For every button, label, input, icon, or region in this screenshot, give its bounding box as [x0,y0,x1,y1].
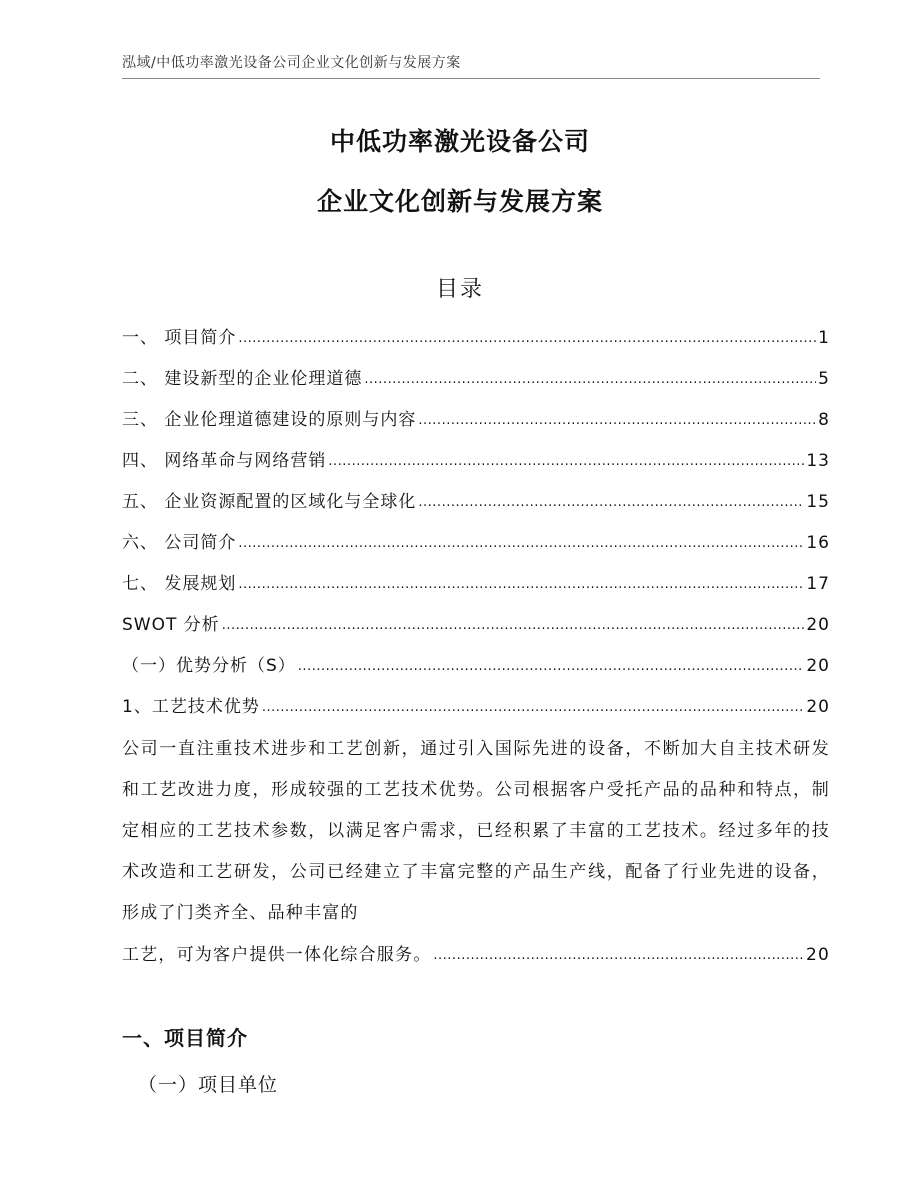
toc-entry[interactable] [122,523,830,564]
toc-entry-label: 五、 企业资源配置的区域化与全球化 [122,492,417,512]
toc-entry[interactable] [122,318,830,359]
toc-leader-dots [433,934,804,976]
toc-entry-label: 1、工艺技术优势 [122,697,260,717]
subsection-heading: （一）项目单位 [138,1074,279,1096]
toc-entry-page: 5 [818,369,830,389]
document-title-line1: 中低功率激光设备公司 [329,127,590,156]
toc-entry-page: 13 [806,451,830,471]
toc-leader-dots [328,440,804,482]
toc-entry[interactable] [122,441,830,482]
toc-entry-label: 四、 网络革命与网络营销 [122,451,327,471]
toc-entry[interactable] [122,482,830,523]
toc-leader-dots [364,358,816,400]
toc-leader-dots [262,686,805,728]
toc-leader-dots [418,481,804,523]
toc-entry-page: 1 [818,328,830,348]
toc-entry[interactable] [122,646,830,687]
toc-leader-dots [298,645,805,687]
toc-entry-label: 二、 建设新型的企业伦理道德 [122,369,363,389]
toc-entry[interactable] [122,359,830,400]
toc-paragraph-last-line [122,934,830,976]
toc-entry[interactable] [122,564,830,605]
toc-entry-label: SWOT 分析 [122,615,220,635]
toc-entry[interactable] [122,687,830,728]
toc-entry-page: 20 [806,697,830,717]
toc-entry-page: 8 [818,410,830,430]
toc-entry-label: 一、 项目简介 [122,328,237,348]
toc-entry-page: 20 [806,656,830,676]
toc-leader-dots [418,399,816,441]
toc-entry[interactable] [122,605,830,646]
toc-entry-label: （一）优势分析（S） [122,656,296,676]
toc-entry-label: 三、 企业伦理道德建设的原则与内容 [122,410,417,430]
running-header: 泓域/中低功率激光设备公司企业文化创新与发展方案 [122,52,820,79]
toc-leader-dots [222,604,805,646]
toc-entry-page: 15 [806,492,830,512]
section-heading: 一、项目简介 [122,1026,248,1050]
toc-entry-page: 20 [806,615,830,635]
toc-leader-dots [238,317,816,359]
toc-paragraph-body: 公司一直注重技术进步和工艺创新，通过引入国际先进的设备，不断加大自主技术研发和工艺改进力度，形成较强的工艺技术优势。公司根据客户受托产品的品种和特点，制定相应的工艺技术参数，以满足客户需求，已经积累了丰富的工艺技术。经过多年的技术改造和工艺研发，公司已经建立了丰富完整的产品生产线，配备了行业先进的设备，形成了门类齐全、品种丰富的 [122,739,830,923]
toc-heading: 目录 [435,277,484,302]
toc-leader-dots [238,563,804,605]
toc-entry[interactable] [122,400,830,441]
toc-paragraph-page: 20 [805,945,830,965]
document-title-line2: 企业文化创新与发展方案 [316,187,603,216]
toc-entry-label: 七、 发展规划 [122,574,237,594]
toc-entry-page: 16 [806,533,830,553]
toc-entry-label: 六、 公司简介 [122,533,237,553]
toc-leader-dots [238,522,804,564]
toc-entry-page: 17 [806,574,830,594]
table-of-contents [122,318,830,728]
toc-paragraph-entry[interactable] [122,729,830,976]
toc-paragraph-tail: 工艺，可为客户提供一体化综合服务。 [122,945,432,965]
